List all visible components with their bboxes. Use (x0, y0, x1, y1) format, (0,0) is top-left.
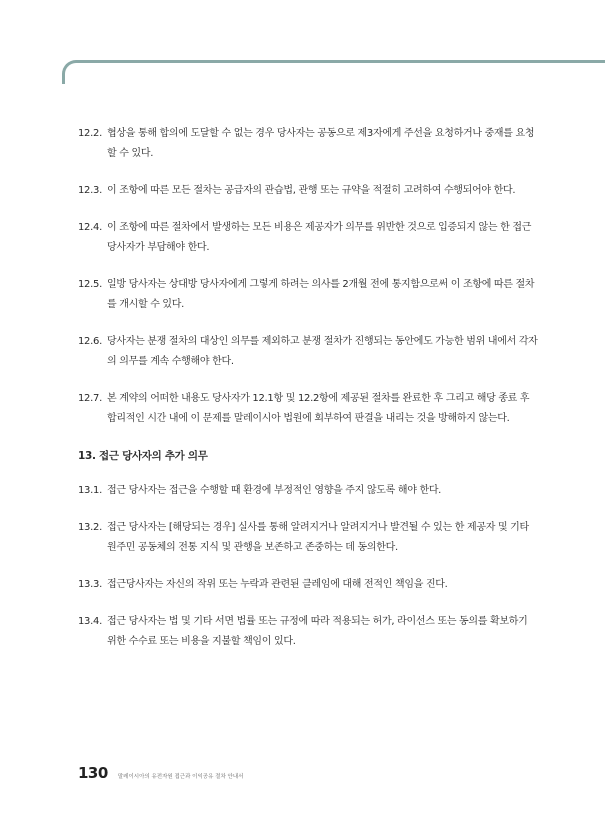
page-number: 130 (78, 764, 108, 782)
clause-12-3 (78, 181, 538, 201)
running-title: 말레이시아의 유전자원 접근과 이익공유 절차 안내서 (117, 774, 244, 780)
clause-text: 이 조항에 따른 모든 절차는 공급자의 관습법, 관행 또는 규약을 적절히 고려하여 수행되어야 한다. (107, 185, 516, 196)
clause-number: 12.3. (78, 185, 102, 196)
clause-text: 이 조항에 따른 절차에서 발생하는 모든 비용은 제공자가 의무를 위반한 것으로 입증되지 않는 한 접근당사자가 부담해야 한다. (107, 222, 532, 253)
clause-number: 12.7. (78, 393, 102, 404)
clause-12-2 (78, 124, 538, 164)
clause-number: 13.3. (78, 579, 102, 590)
clause-text: 본 계약의 어떠한 내용도 당사자가 12.1항 및 12.2항에 제공된 절차를 완료한 후 그리고 해당 종료 후 합리적인 시간 내에 이 문제를 말레이시아 법원에 회부하여 판결을 내리는 것을 방해하지 않는다. (107, 393, 530, 424)
clause-13-3 (78, 575, 538, 595)
clause-number: 12.4. (78, 222, 102, 233)
clause-text: 접근 당사자는 [해당되는 경우] 실사를 통해 알려지거나 알려지거나 발견될 수 있는 한 제공자 및 기타 원주민 공동체의 전통 지식 및 관행을 보존하고 존중하는 데 동의한다. (107, 522, 529, 553)
section-heading: 13. 접근 당사자의 추가 의무 (78, 450, 208, 462)
decorative-corner-line (62, 60, 605, 84)
clause-12-5 (78, 275, 538, 315)
clause-number: 13.4. (78, 616, 102, 627)
clause-number: 12.5. (78, 279, 102, 290)
clause-number: 13.2. (78, 522, 102, 533)
document-body (78, 124, 538, 669)
clause-13-2 (78, 518, 538, 558)
clause-text: 접근당사자는 자신의 작위 또는 누락과 관련된 클레임에 대해 전적인 책임을 진다. (107, 579, 448, 590)
clause-text: 협상을 통해 합의에 도달할 수 없는 경우 당사자는 공동으로 제3자에게 주선을 요청하거나 중재를 요청할 수 있다. (107, 128, 535, 159)
clause-text: 일방 당사자는 상대방 당사자에게 그렇게 하려는 의사를 2개월 전에 통지함으로써 이 조항에 따른 절차를 개시할 수 있다. (107, 279, 535, 310)
clause-13-4 (78, 612, 538, 652)
clause-text: 당사자는 분쟁 절차의 대상인 의무를 제외하고 분쟁 절차가 진행되는 동안에도 가능한 범위 내에서 각자의 의무를 계속 수행해야 한다. (107, 336, 538, 367)
clause-text: 접근 당사자는 접근을 수행할 때 환경에 부정적인 영향을 주지 않도록 해야 한다. (107, 485, 442, 496)
clause-13-1 (78, 481, 538, 501)
page-footer (78, 764, 243, 782)
clause-number: 12.2. (78, 128, 102, 139)
clause-12-6 (78, 332, 538, 372)
clause-number: 12.6. (78, 336, 102, 347)
clause-text: 접근 당사자는 법 및 기타 서면 법률 또는 규정에 따라 적용되는 허가, 라이선스 또는 동의를 확보하기 위한 수수료 또는 비용을 지불할 책임이 있다. (107, 616, 528, 647)
clause-12-4 (78, 218, 538, 258)
clause-12-7 (78, 389, 538, 429)
clause-number: 13.1. (78, 485, 102, 496)
